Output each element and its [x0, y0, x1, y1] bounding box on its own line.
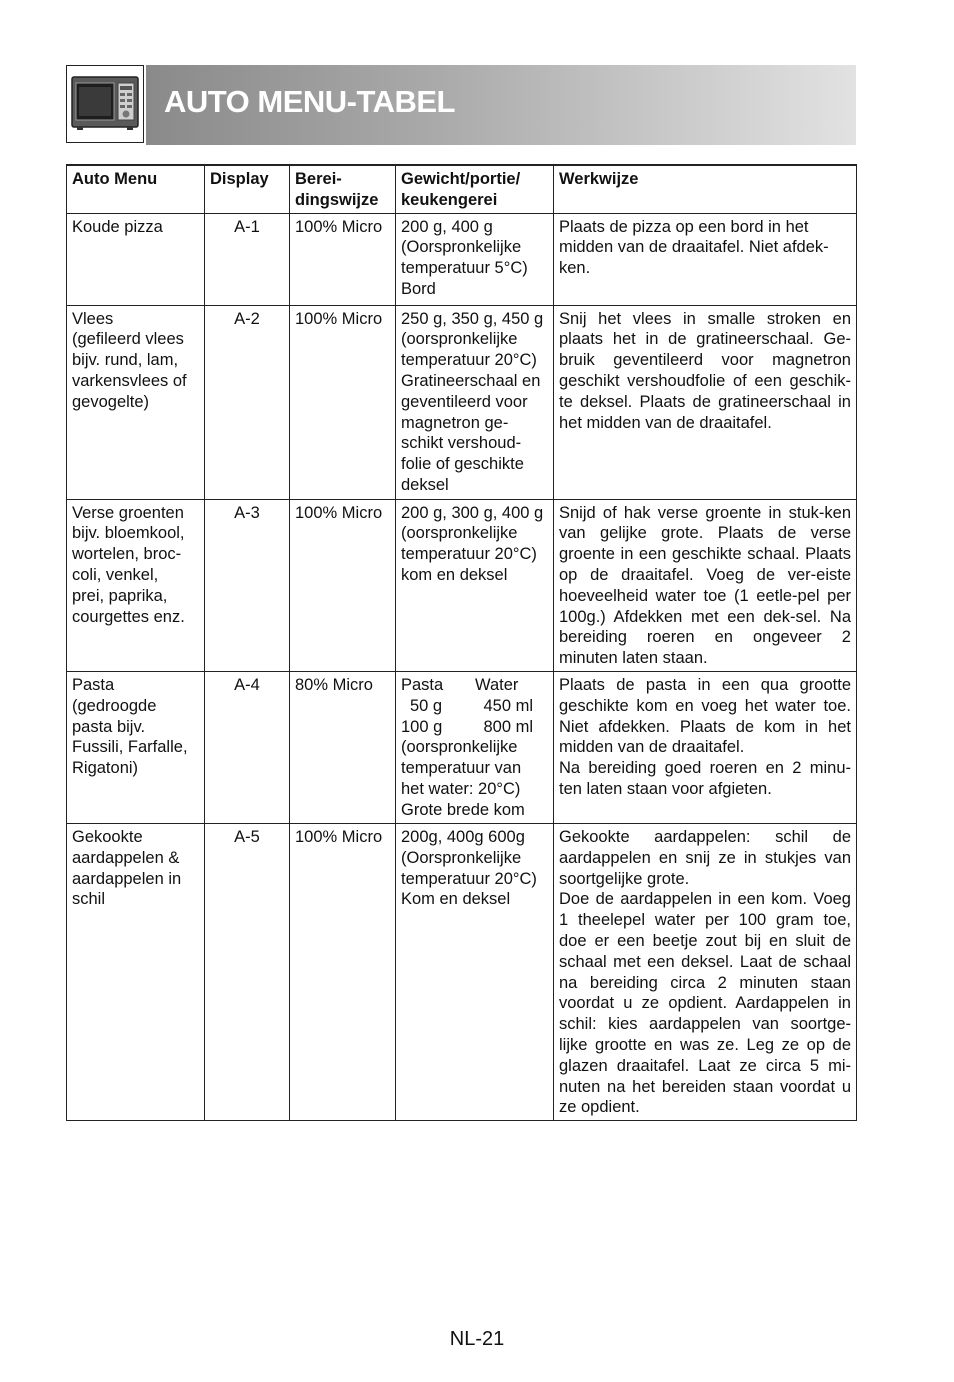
cell-instructions: Plaats de pasta in een qua grootte geschikte kom en voeg het water toe. Niet afdekken. Plaats de kom in het midden van de draaitafel. Na bereiding goed roeren en 2 minu-ten laten staan voor afgieten. — [554, 671, 857, 823]
cell-display: A-5 — [205, 823, 290, 1120]
cell-instructions: Snij het vlees in smalle stroken en plaats het in de gratineerschaal. Ge-bruik geventileerd voor magnetron geschikt vershoudfolie of een geschik-te deksel. Plaats de gratineerschaal in het midden van de draaitafel. — [554, 305, 857, 499]
cell-menu: Vlees (gefileerd vlees bijv. rund, lam, varkensvlees of gevogelte) — [67, 305, 205, 499]
cell-display: A-2 — [205, 305, 290, 499]
header-weight — [396, 165, 554, 213]
header-label: Berei- dingswijze — [295, 170, 379, 209]
grid-value: 800 ml — [483, 717, 533, 736]
auto-menu-table — [66, 164, 857, 1121]
table-row — [67, 213, 857, 305]
header-method — [290, 165, 396, 213]
header-label: Display — [210, 170, 269, 188]
grid-value: 450 ml — [483, 696, 533, 715]
header-label: Werkwijze — [559, 170, 639, 188]
cell-weight — [396, 671, 554, 823]
page-header — [66, 65, 856, 145]
pasta-water-grid — [401, 675, 548, 737]
cell-menu: Koude pizza — [67, 213, 205, 305]
grid-label: Water — [475, 675, 519, 694]
cell-instructions: Gekookte aardappelen: schil de aardappelen en snij ze in stukjes van soortgelijke grote. Doe de aardappelen in een kom. Voeg 1 theelepel water per 100 gram toe, doe er een beetje zout bij en sluit de schaal met een deksel. Laat de schaal na bereiding circa 2 minuten staan voordat u ze opdient. Aardappelen in schil: kies aardappelen van soortge-lijke grootte en was ze. Leg ze op de glazen draaitafel. Laat ze circa 5 mi-nuten na het bereiden staan voordat u ze opdient. — [554, 823, 857, 1120]
cell-display: A-4 — [205, 671, 290, 823]
weight-notes: (oorspronkelijke temperatuur van het water: 20°C) Grote brede kom — [401, 738, 525, 819]
cell-display: A-3 — [205, 499, 290, 671]
cell-weight: 200 g, 400 g (Oorspronkelijke temperatuur 5°C) Bord — [396, 213, 554, 305]
header-label: Gewicht/portie/ keukengerei — [401, 170, 521, 209]
header-display — [205, 165, 290, 213]
page-title: AUTO MENU-TABEL — [164, 84, 455, 119]
cell-weight: 200g, 400g 600g (Oorspronkelijke temperatuur 20°C) Kom en deksel — [396, 823, 554, 1120]
header-label: Auto Menu — [72, 170, 158, 188]
cell-menu: Pasta (gedroogde pasta bijv. Fussili, Farfalle, Rigatoni) — [67, 671, 205, 823]
cell-method: 100% Micro — [290, 823, 396, 1120]
cell-weight: 250 g, 350 g, 450 g (oorspronkelijke temperatuur 20°C) Gratineerschaal en geventileerd voor magnetron ge- schikt vershoud- folie of geschikte deksel — [396, 305, 554, 499]
cell-display: A-1 — [205, 213, 290, 305]
cell-weight: 200 g, 300 g, 400 g (oorspronkelijke temperatuur 20°C) kom en deksel — [396, 499, 554, 671]
table-row — [67, 499, 857, 671]
cell-method: 80% Micro — [290, 671, 396, 823]
table-row — [67, 305, 857, 499]
cell-menu: Verse groenten bijv. bloemkool, wortelen, broc- coli, venkel, prei, paprika, courgettes enz. — [67, 499, 205, 671]
header-instructions — [554, 165, 857, 213]
microwave-icon — [66, 65, 144, 143]
grid-value: 50 g — [410, 696, 443, 715]
cell-method: 100% Micro — [290, 499, 396, 671]
header-auto-menu — [67, 165, 205, 213]
table-row — [67, 823, 857, 1120]
grid-label: Pasta — [401, 675, 444, 694]
cell-method: 100% Micro — [290, 213, 396, 305]
grid-value: 100 g — [401, 717, 443, 736]
table-row — [67, 671, 857, 823]
table-header-row — [67, 165, 857, 213]
cell-menu: Gekookte aardappelen & aardappelen in schil — [67, 823, 205, 1120]
cell-instructions: Plaats de pizza op een bord in het midden van de draaitafel. Niet afdek-ken. — [554, 213, 857, 305]
title-banner — [146, 65, 856, 145]
page-number: NL-21 — [449, 1328, 505, 1350]
cell-instructions: Snijd of hak verse groente in stuk-ken van gelijke grote. Plaats de verse groente in een geschikte schaal. Plaats op de draaitafel. Voeg de ver-eiste hoeveelheid water toe (1 eetle-pel per 100g.) Afdekken met een dek-sel. Na bereiding roeren en ongeveer 2 minuten laten staan. — [554, 499, 857, 671]
cell-method: 100% Micro — [290, 305, 396, 499]
